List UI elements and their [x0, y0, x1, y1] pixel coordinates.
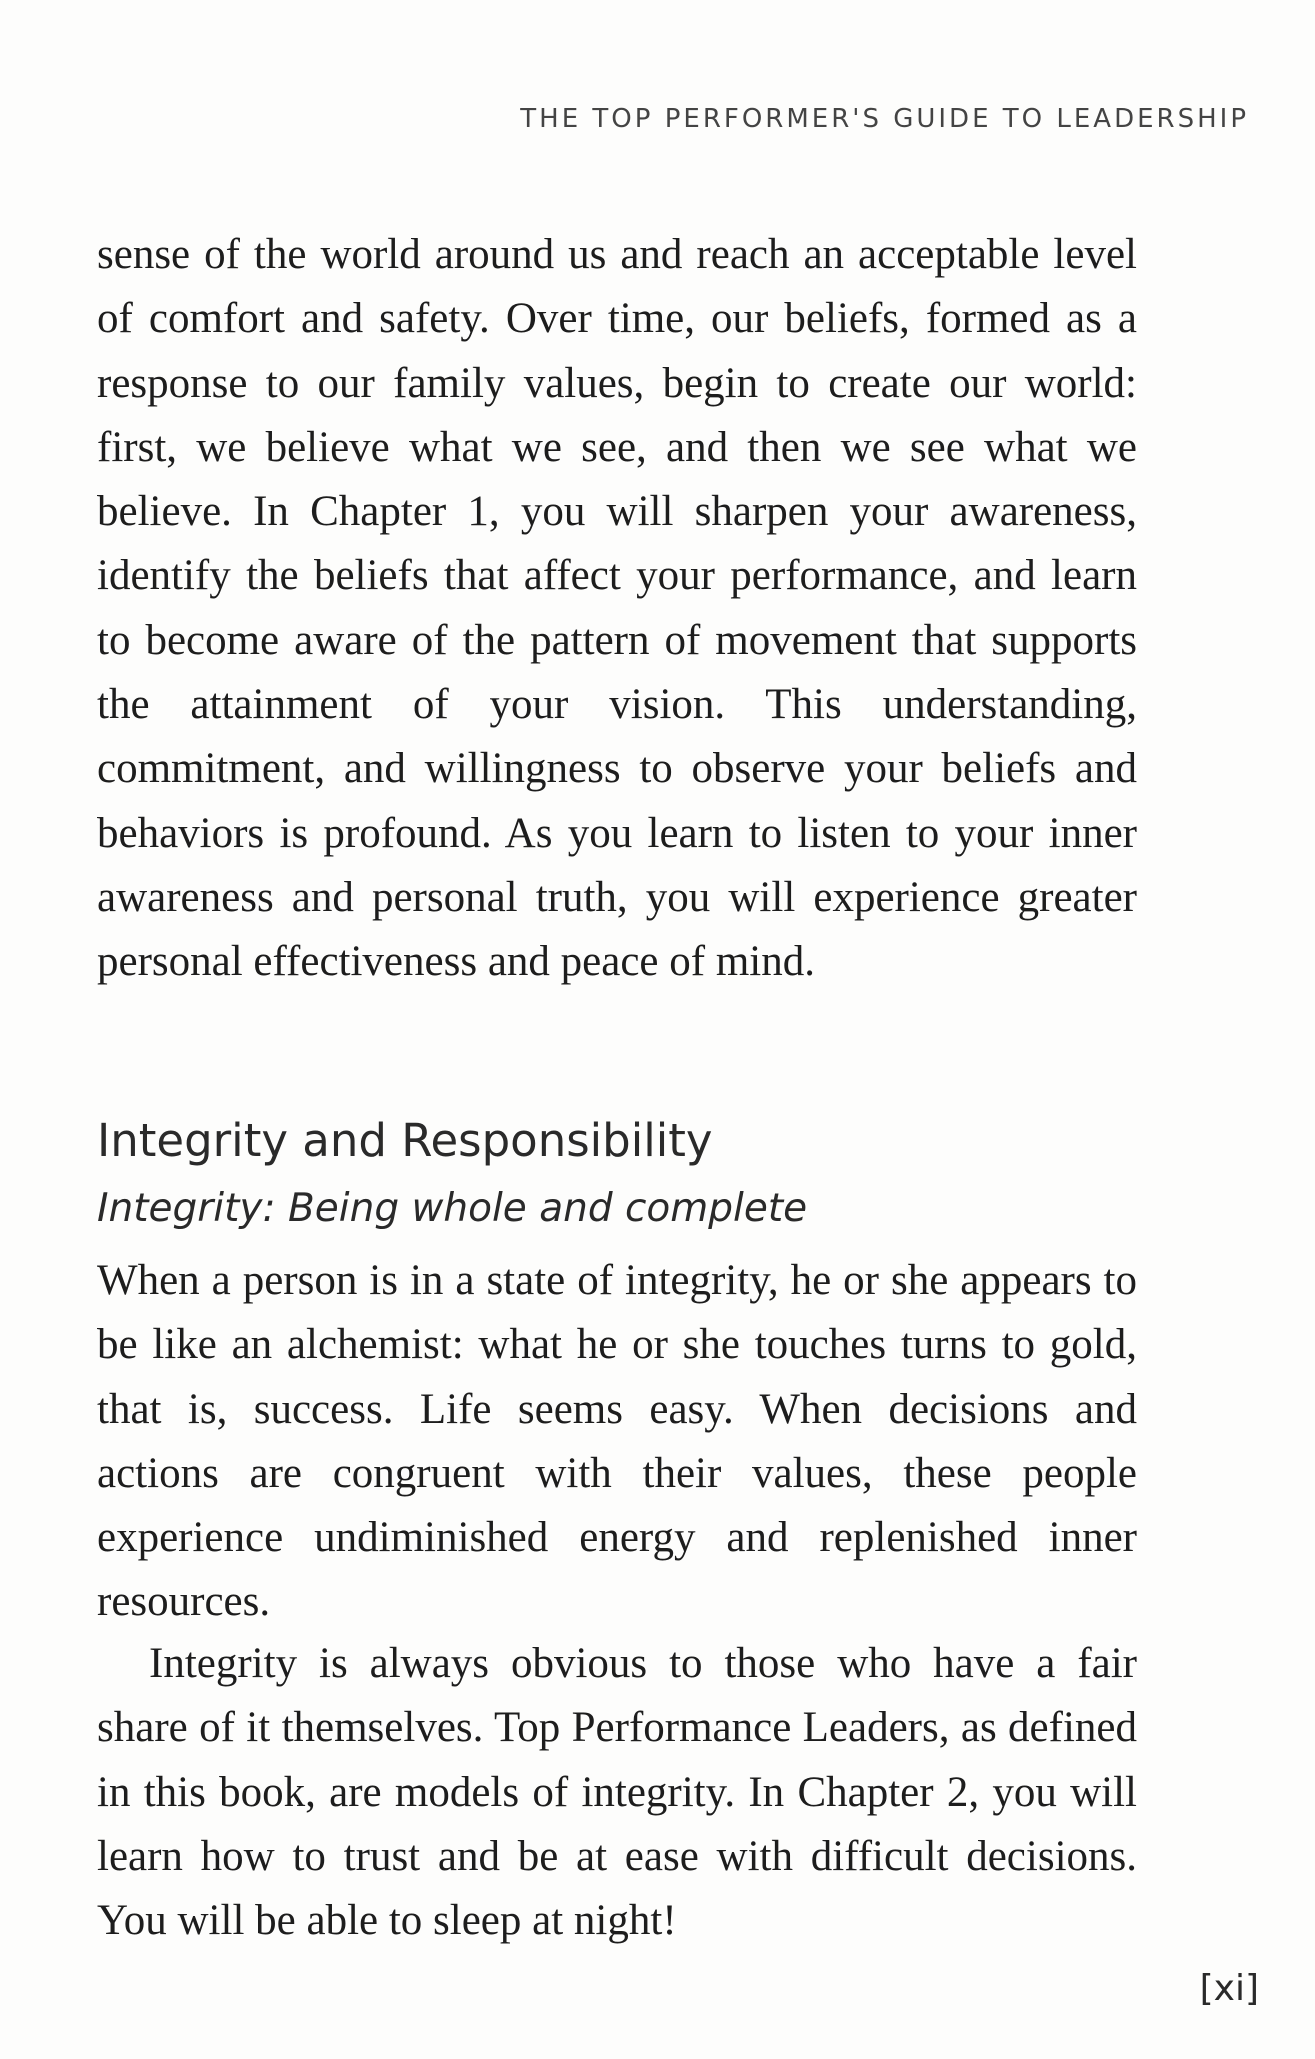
section-subheading: Integrity: Being whole and complete [97, 1186, 808, 1231]
page-number: [xi] [1199, 1968, 1259, 2009]
section-heading: Integrity and Responsibility [97, 1114, 713, 1167]
paragraph-intro: sense of the world around us and reach an acceptable level of comfort and safety. Over time, our beliefs, formed as a response to our family values, begin to create our world: first, we believe what we see, and then we see what we believe. In Chapter 1, you will sharpen your awareness, identify the beliefs that affect your performance, and learn to become aware of the pattern of movement that supports the attainment of your vision. This understanding, commitment, and willingness to observe your beliefs and behaviors is profound. As you learn to listen to your inner awareness and personal truth, you will experience greater personal effectiveness and peace of mind. [97, 231, 1137, 986]
paragraph-integrity-obvious: Integrity is always obvious to those who have a fair share of it themselves. Top Performance Leaders, as defined in this book, are models of integrity. In Chapter 2, you will learn how to trust and be at ease with difficult decisions. You will be able to sleep at night! [97, 1640, 1137, 1945]
running-head: THE TOP PERFORMER'S GUIDE TO LEADERSHIP [520, 104, 1249, 134]
paragraph-integrity: When a person is in a state of integrity, he or she appears to be like an alchemist: what he or she touches turns to gold, that is, success. Life seems easy. When decisions and actions are congruent with their values, these people experience undiminished energy and replenished inner resources. [97, 1257, 1137, 1626]
